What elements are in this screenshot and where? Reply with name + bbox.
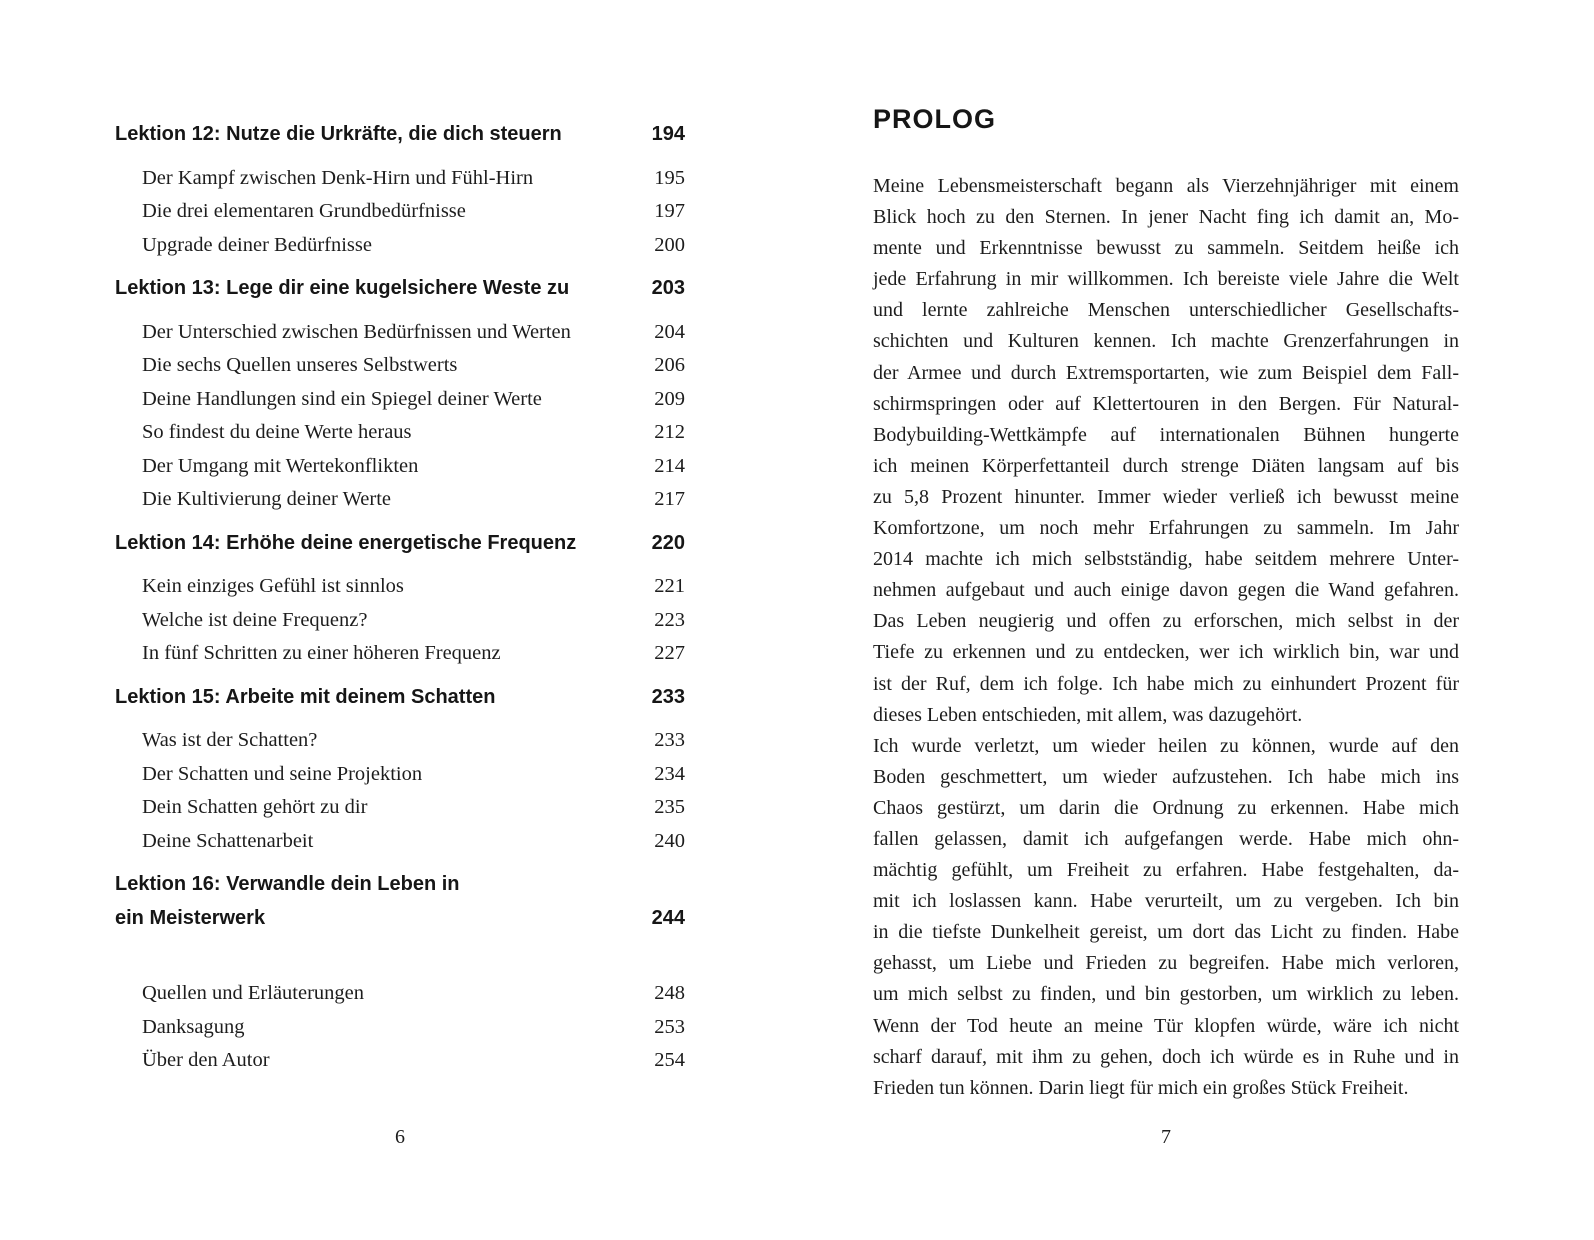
toc-label: Deine Handlungen sind ein Spiegel deiner Werte [142, 387, 542, 410]
toc-page-number: 197 [654, 200, 685, 222]
toc-row [115, 977, 685, 1011]
toc-row [115, 483, 685, 517]
toc-page-number: 195 [654, 166, 685, 189]
text-line: Wenn der Tod heute an meine Tür klopfen würde, wäre ich nicht [873, 1014, 1459, 1037]
toc-page-number: 203 [651, 277, 685, 299]
toc-page-number: 223 [654, 608, 685, 631]
toc-row [115, 229, 685, 263]
prolog-body [873, 171, 1459, 1104]
toc-page-number: 254 [654, 1049, 685, 1071]
toc-entry [115, 977, 685, 1011]
toc-page-number: 214 [654, 454, 685, 477]
toc-row [115, 724, 685, 758]
toc-page-number: 206 [654, 354, 685, 376]
toc-label: Lektion 14: Erhöhe deine energetische Frequenz [115, 531, 577, 554]
toc-row [115, 758, 685, 792]
toc-page-number: 227 [654, 642, 685, 664]
text-line: Boden geschmettert, um wieder aufzustehen. Ich habe mich ins [873, 765, 1459, 788]
text-line: mit ich loslassen kann. Habe verurteilt, um zu vergeben. Ich bin [873, 890, 1459, 913]
toc-page-number: 209 [654, 387, 685, 410]
toc-page-number: 233 [654, 729, 685, 751]
toc-row [115, 118, 685, 152]
toc-page-number: 234 [654, 762, 685, 785]
toc-label: Lektion 15: Arbeite mit deinem Schatten [115, 685, 496, 708]
toc-row [115, 604, 685, 638]
toc-entry [115, 349, 685, 383]
page-number-right: 7 [1161, 1126, 1171, 1148]
text-line: ist der Ruf, dem ich folge. Ich habe mich zu einhundert Prozent für [873, 672, 1459, 695]
toc-row [115, 450, 685, 484]
text-line: 2014 machte ich mich selbstständig, habe seitdem mehrere Unter- [873, 548, 1459, 571]
toc-label: Der Unterschied zwischen Bedürfnissen und Werten [142, 320, 571, 343]
text-line: schichten und Kulturen kennen. Ich machte Grenzerfahrungen in [873, 330, 1459, 353]
text-line: um mich selbst zu finden, und bin gestorben, um wirklich zu leben. [873, 983, 1459, 1006]
toc-entry [115, 162, 685, 196]
toc-label: Lektion 13: Lege dir eine kugelsichere Weste zu [115, 277, 570, 299]
text-line: Bodybuilding-Wettkämpfe auf internationalen Bühnen hungerte [873, 423, 1459, 446]
text-line: und lernte zahlreiche Menschen unterschiedlicher Gesellschafts- [873, 299, 1459, 322]
toc-row [115, 791, 685, 825]
toc-label: Quellen und Erläuterungen [142, 982, 365, 1004]
toc-label: Dein Schatten gehört zu dir [142, 796, 368, 818]
toc-row [115, 527, 685, 561]
text-line: mächtig gefühlt, um Freiheit zu erfahren. Habe festgehalten, da- [873, 859, 1459, 882]
toc-label: Upgrade deiner Bedürfnisse [142, 233, 372, 256]
toc-row [115, 902, 685, 936]
toc-entry [115, 825, 685, 859]
toc-label: Lektion 16: Verwandle dein Leben in [115, 873, 460, 895]
toc-label: So findest du deine Werte heraus [142, 421, 412, 443]
text-line: dieses Leben entschieden, mit allem, was dazugehört. [873, 703, 1303, 726]
toc-entry [115, 637, 685, 671]
toc-page-number: 204 [654, 320, 685, 343]
chapter-title: PROLOG [873, 104, 997, 134]
toc-page-number: 221 [654, 575, 685, 597]
toc-label: Über den Autor [142, 1049, 270, 1071]
toc-label: Der Kampf zwischen Denk-Hirn und Fühl-Hirn [142, 166, 534, 189]
toc-row [115, 316, 685, 350]
toc-section-heading [115, 118, 685, 152]
text-line: Das Leben neugierig und offen zu erforschen, mich selbst in der [873, 610, 1459, 633]
toc-label: Danksagung [142, 1015, 245, 1038]
toc-entry [115, 229, 685, 263]
toc-page-number: 235 [654, 796, 685, 818]
toc-row [115, 349, 685, 383]
toc-entry [115, 483, 685, 517]
toc-label: Der Umgang mit Wertekonflikten [142, 454, 419, 477]
text-line: Meine Lebensmeisterschaft begann als Vierzehnjähriger mit einem [873, 175, 1459, 197]
toc-row [115, 570, 685, 604]
toc-row [115, 637, 685, 671]
toc-page-number: 217 [654, 488, 685, 510]
text-line: Tiefe zu erkennen und zu entdecken, wer ich wirklich bin, war und [873, 641, 1459, 664]
toc-section-heading [115, 272, 685, 306]
toc-page-number: 220 [651, 531, 685, 554]
text-line: ich meinen Körperfettanteil durch strenge Diäten langsam auf bis [873, 454, 1459, 477]
table-of-contents [115, 108, 685, 1078]
text-line: Komfortzone, um noch mehr Erfahrungen zu sammeln. Im Jahr [873, 517, 1459, 540]
toc-page-number: 248 [654, 982, 685, 1004]
text-line: Ich wurde verletzt, um wieder heilen zu können, wurde auf den [873, 734, 1459, 757]
toc-entry [115, 195, 685, 229]
text-line: in die tiefste Dunkelheit gereist, um dort das Licht zu finden. Habe [873, 921, 1459, 944]
toc-entry [115, 1044, 685, 1078]
toc-label: Was ist der Schatten? [142, 729, 318, 751]
toc-row [115, 416, 685, 450]
toc-entry [115, 570, 685, 604]
toc-label: Die drei elementaren Grundbedürfnisse [142, 200, 466, 222]
toc-entry [115, 316, 685, 350]
toc-row [115, 681, 685, 715]
toc-label: Kein einziges Gefühl ist sinnlos [142, 575, 404, 597]
text-line: mente und Erkenntnisse bewusst zu sammeln. Seitdem heiße ich [873, 237, 1459, 260]
toc-label: ein Meisterwerk [115, 906, 266, 929]
toc-row [115, 1044, 685, 1078]
text-line: der Armee und durch Extremsportarten, wie zum Beispiel dem Fall- [873, 361, 1459, 384]
toc-row [115, 825, 685, 859]
toc-page-number: 240 [654, 829, 685, 852]
text-line: Frieden tun können. Darin liegt für mich ein großes Stück Freiheit. [873, 1076, 1409, 1099]
toc-page-number: 253 [654, 1015, 685, 1038]
text-line: Chaos gestürzt, um darin die Ordnung zu erkennen. Habe mich [873, 796, 1459, 819]
text-line: schirmspringen oder auf Klettertouren in den Bergen. Für Natural- [873, 392, 1459, 415]
toc-entry [115, 1011, 685, 1045]
paragraph [873, 731, 1459, 1104]
page-number-left: 6 [395, 1126, 405, 1148]
text-line: gehasst, um Liebe und Frieden zu begreifen. Habe mich verloren, [873, 952, 1459, 975]
text-line: Blick hoch zu den Sternen. In jener Nacht fing ich damit an, Mo- [873, 206, 1459, 229]
toc-label: Der Schatten und seine Projektion [142, 762, 423, 785]
toc-entry [115, 450, 685, 484]
toc-section-heading [115, 681, 685, 715]
toc-label: Die Kultivierung deiner Werte [142, 488, 392, 510]
paragraph [873, 171, 1459, 731]
toc-label: Die sechs Quellen unseres Selbstwerts [142, 354, 458, 376]
toc-entry [115, 724, 685, 758]
toc-page-number: 233 [651, 685, 685, 708]
toc-row [115, 195, 685, 229]
toc-page-number: 244 [651, 906, 685, 929]
toc-label: Lektion 12: Nutze die Urkräfte, die dich steuern [115, 123, 562, 145]
toc-page-number: 200 [654, 233, 685, 256]
toc-entry [115, 604, 685, 638]
text-line: fallen gelassen, damit ich aufgefangen werde. Habe mich ohn- [873, 827, 1459, 850]
toc-page-number: 194 [651, 123, 685, 145]
toc-entry [115, 416, 685, 450]
toc-section-heading [115, 527, 685, 561]
toc-entry [115, 383, 685, 417]
text-line: scharf darauf, mit ihm zu gehen, doch ich würde es in Ruhe und in [873, 1045, 1459, 1068]
toc-row [115, 868, 685, 902]
toc-row [115, 162, 685, 196]
toc-label: Deine Schattenarbeit [142, 829, 314, 852]
toc-row [115, 1011, 685, 1045]
toc-row [115, 272, 685, 306]
text-line: jede Erfahrung in mir willkommen. Ich bereiste viele Jahre die Welt [873, 268, 1459, 291]
toc-page-number: 212 [654, 421, 685, 443]
toc-section-heading [115, 868, 685, 935]
toc-label: Welche ist deine Frequenz? [142, 608, 368, 631]
text-line: nehmen aufgebaut und auch einige davon gegen die Wand gefahren. [873, 579, 1459, 602]
toc-entry [115, 791, 685, 825]
toc-label: In fünf Schritten zu einer höheren Frequenz [142, 642, 501, 664]
toc-row [115, 383, 685, 417]
toc-entry [115, 758, 685, 792]
text-line: zu 5,8 Prozent hinunter. Immer wieder verließ ich bewusst meine [873, 485, 1459, 508]
